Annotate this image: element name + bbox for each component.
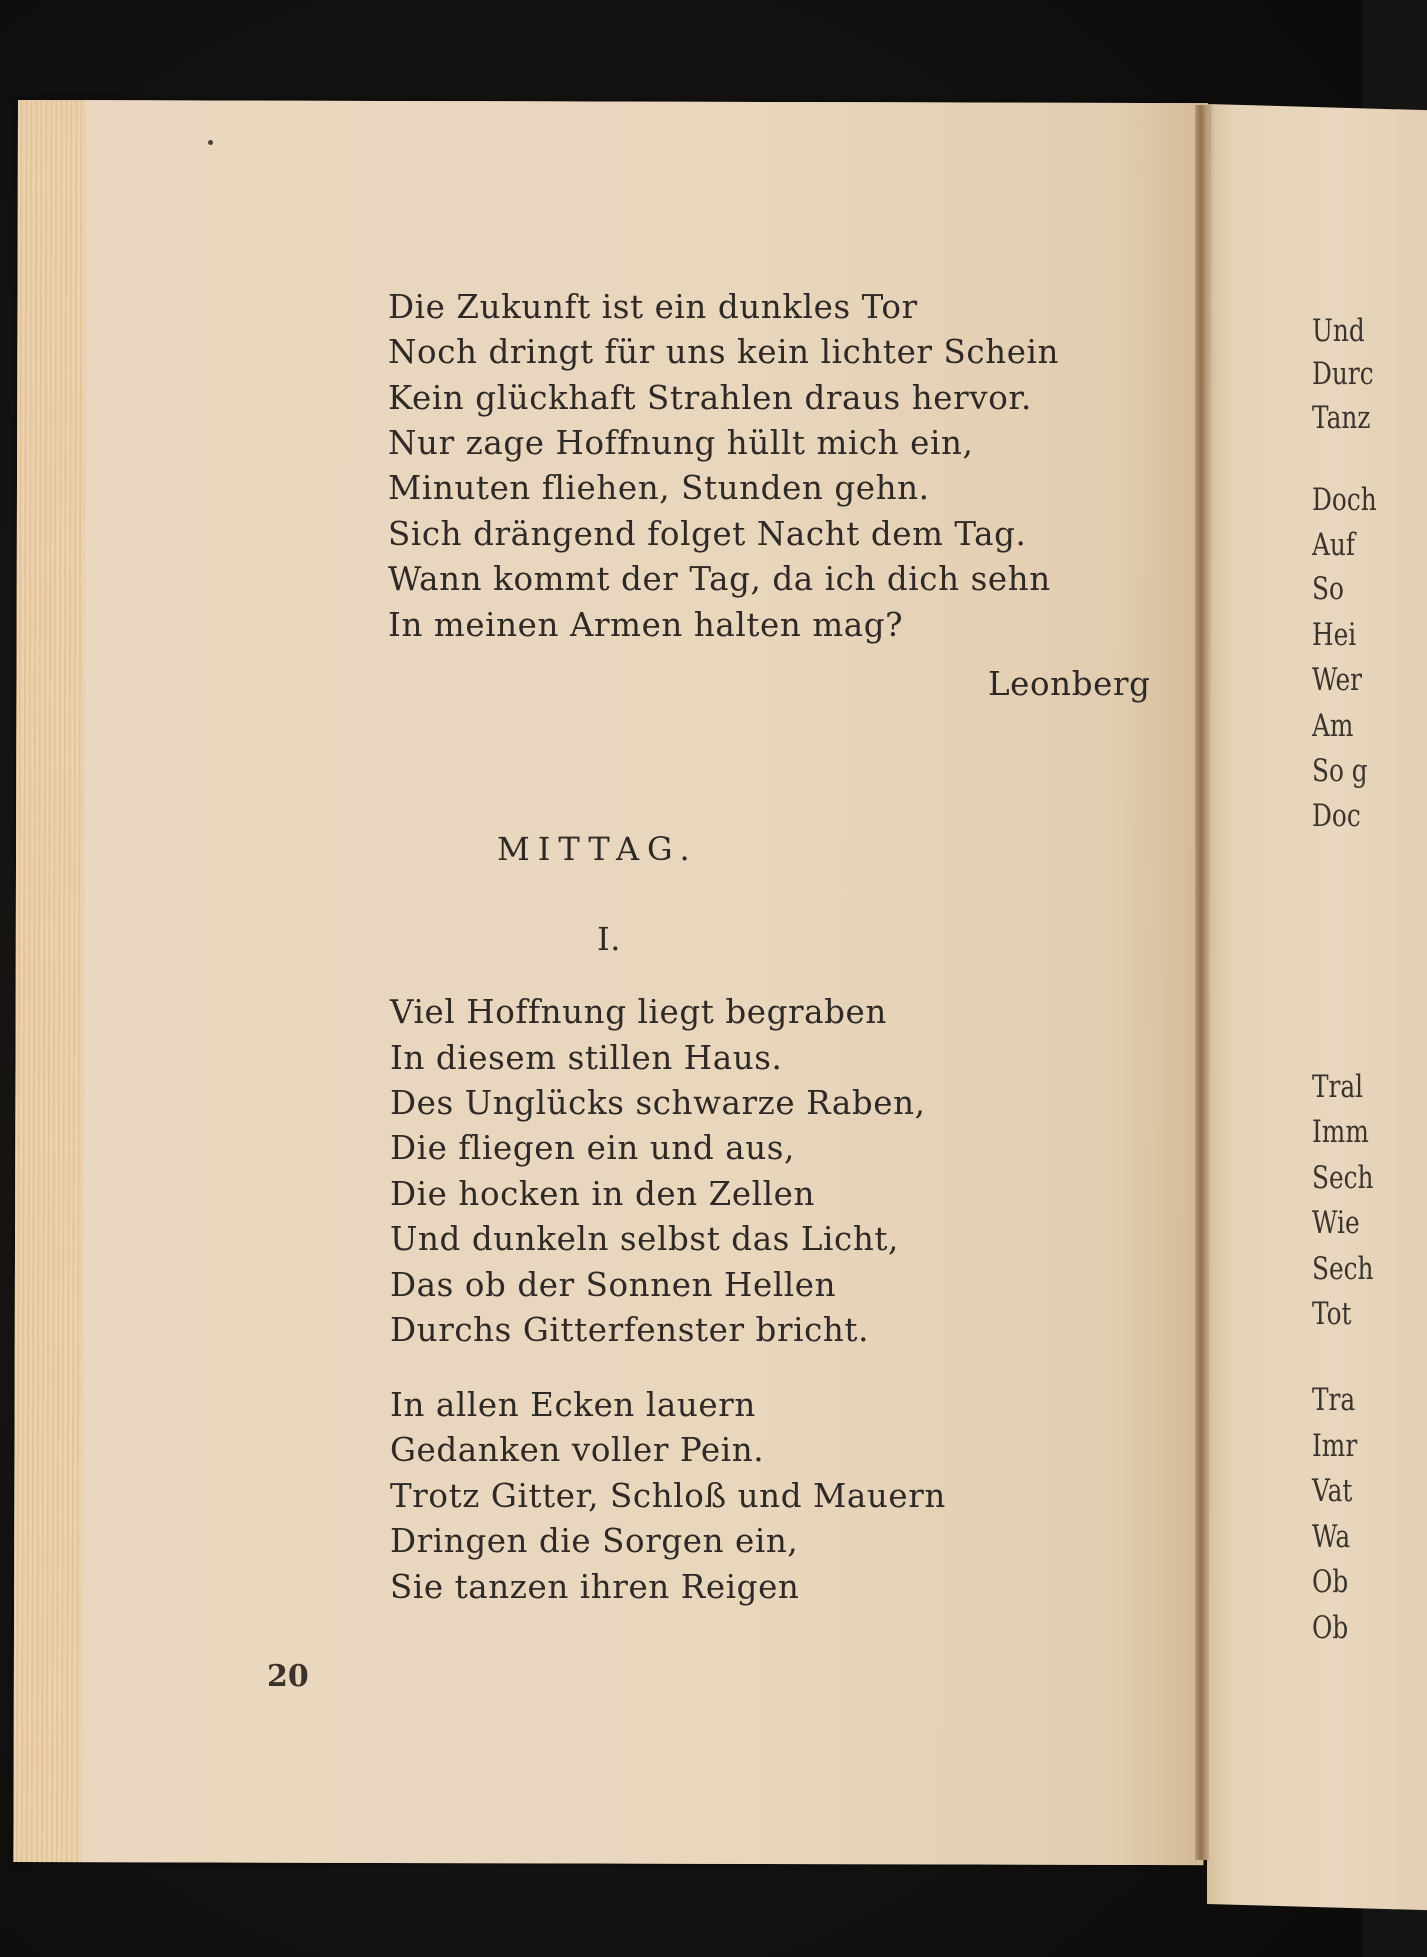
poem-line: Des Unglücks schwarze Raben, (390, 1084, 926, 1122)
section-title: MITTAG. (497, 830, 698, 868)
poem-line: Die Zukunft ist ein dunkles Tor (388, 288, 918, 326)
right-fragment: Wie (1312, 1205, 1360, 1241)
right-fragment: Doc (1312, 798, 1361, 834)
right-fragment: Durc (1312, 356, 1374, 392)
poem-line: Und dunkeln selbst das Licht, (390, 1220, 899, 1258)
right-page-text-fragments (1312, 0, 1377, 1957)
signature: Leonberg (988, 665, 1151, 703)
right-fragment: Wer (1312, 662, 1362, 698)
poem-line: In diesem stillen Haus. (390, 1039, 783, 1077)
poem-line: Das ob der Sonnen Hellen (390, 1266, 837, 1304)
right-fragment: Auf (1312, 527, 1356, 563)
right-fragment: Hei (1312, 617, 1357, 653)
poem-line: Gedanken voller Pein. (390, 1431, 765, 1469)
poem-line: Die fliegen ein und aus, (390, 1129, 795, 1167)
right-fragment: Tot (1312, 1296, 1352, 1332)
poem-line: In meinen Armen halten mag? (388, 606, 904, 644)
right-fragment: So g (1312, 753, 1368, 789)
poem-line: Noch dringt für uns kein lichter Schein (388, 333, 1060, 371)
right-fragment: Tanz (1312, 400, 1371, 436)
poem-line: Durchs Gitterfenster bricht. (390, 1311, 870, 1349)
right-fragment: Am (1312, 708, 1354, 744)
paper-speck (208, 140, 213, 145)
right-fragment: Vat (1312, 1473, 1353, 1509)
page-edges (13, 100, 88, 1862)
poem-line: Minuten fliehen, Stunden gehn. (388, 469, 930, 507)
poem-line: Kein glückhaft Strahlen draus hervor. (388, 379, 1032, 417)
right-fragment: Wa (1312, 1519, 1351, 1555)
poem-line: Die hocken in den Zellen (390, 1175, 816, 1213)
poem-line: Dringen die Sorgen ein, (390, 1522, 799, 1560)
right-fragment: Imm (1312, 1114, 1369, 1150)
poem-line: Wann kommt der Tag, da ich dich sehn (388, 560, 1051, 598)
poem-line: Nur zage Hoffnung hüllt mich ein, (388, 424, 974, 462)
poem-line: Sie tanzen ihren Reigen (390, 1568, 800, 1606)
section-number: I. (597, 920, 622, 958)
poem-line: Viel Hoffnung liegt begraben (390, 993, 887, 1031)
book-gutter (1195, 105, 1209, 1860)
right-fragment: Sech (1312, 1160, 1374, 1196)
right-fragment: Sech (1312, 1251, 1374, 1287)
right-fragment: Tral (1312, 1069, 1364, 1105)
right-fragment: Imr (1312, 1428, 1358, 1464)
poem-line: In allen Ecken lauern (390, 1386, 756, 1424)
poem-line: Sich drängend folget Nacht dem Tag. (388, 515, 1027, 553)
right-fragment: Ob (1312, 1610, 1349, 1646)
poem-line: Trotz Gitter, Schloß und Mauern (390, 1477, 946, 1515)
page-number: 20 (267, 1659, 309, 1694)
right-fragment: Ob (1312, 1564, 1349, 1600)
right-fragment: So (1312, 571, 1344, 607)
right-fragment: Und (1312, 313, 1365, 349)
right-fragment: Doch (1312, 482, 1377, 518)
right-fragment: Tra (1312, 1382, 1356, 1418)
